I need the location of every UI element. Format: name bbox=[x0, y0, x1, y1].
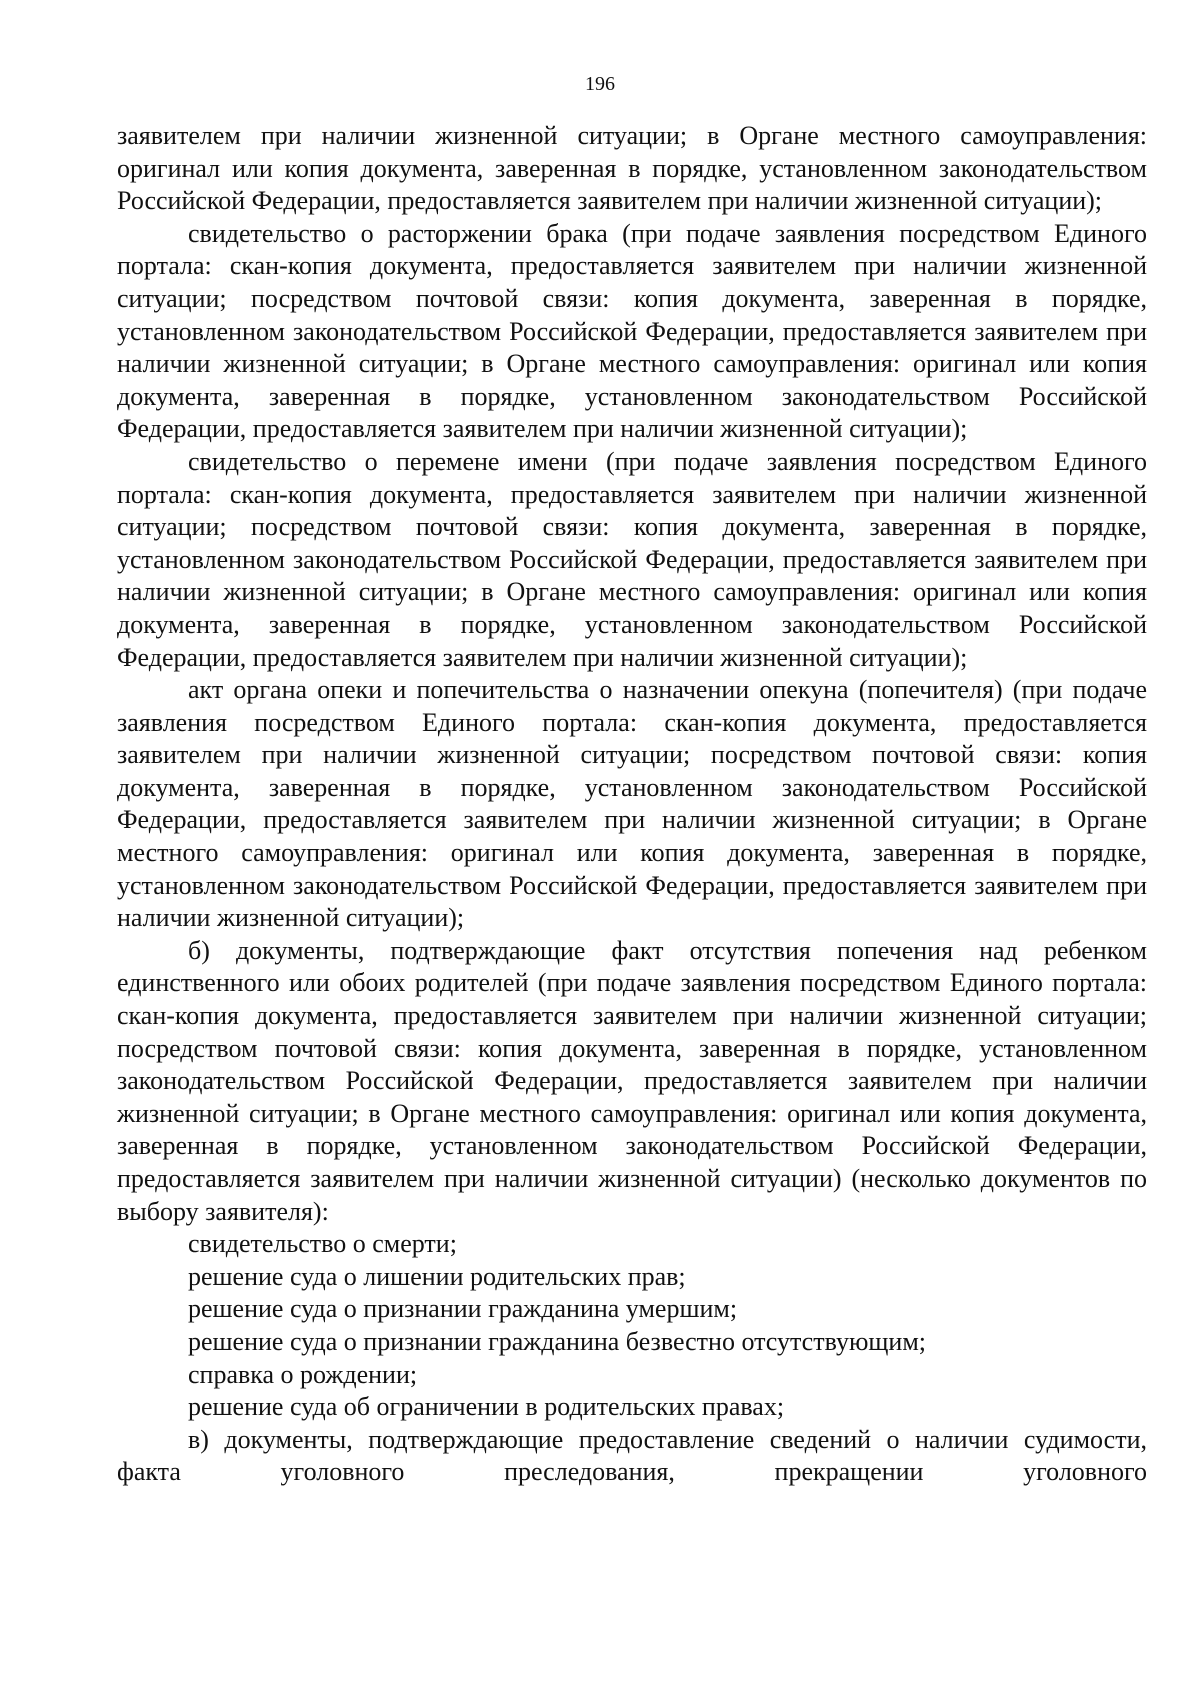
paragraph-guardianship-act: акт органа опеки и попечительства о назначении опекуна (попечителя) (при подаче заявления посредством Единого портала: скан-копия документа, предоставляется заявителем при наличии жизненной ситуации; посредством почтовой связи: копия документа, заверенная в порядке, установленном законодательством Российской Федерации, предоставляется заявителем при наличии жизненной ситуации; в Органе местного самоуправления: оригинал или копия документа, заверенная в порядке, установленном законодательством Российской Федерации, предоставляется заявителем при наличии жизненной ситуации); bbox=[117, 675, 1147, 933]
paragraph-item-b: б) документы, подтверждающие факт отсутствия попечения над ребенком единственного или обоих родителей (при подаче заявления посредством Единого портала: скан-копия документа, предоставляется заявителем при наличии жизненной ситуации; посредством почтовой связи: копия документа, заверенная в порядке, установленном законодательством Российской Федерации, предоставляется заявителем при наличии жизненной ситуации; в Органе местного самоуправления: оригинал или копия документа, заверенная в порядке, установленном законодательством Российской Федерации, предоставляется заявителем при наличии жизненной ситуации) (несколько документов по выбору заявителя): bbox=[117, 935, 1147, 1226]
document-body bbox=[117, 120, 1147, 1489]
list-item-declared-dead: решение суда о признании гражданина умершим; bbox=[188, 1294, 738, 1324]
paragraph-divorce-certificate: свидетельство о расторжении брака (при подаче заявления посредством Единого портала: скан-копия документа, предоставляется заявителем при наличии жизненной ситуации; посредством почтовой связи: копия документа, заверенная в порядке, установленном законодательством Российской Федерации, предоставляется заявителем при наличии жизненной ситуации; в Органе местного самоуправления: оригинал или копия документа, заверенная в порядке, установленном законодательством Российской Федерации, предоставляется заявителем при наличии жизненной ситуации); bbox=[117, 218, 1147, 444]
paragraph-continuation: заявителем при наличии жизненной ситуации; в Органе местного самоуправления: оригинал или копия документа, заверенная в порядке, установленном законодательством Российской Федерации, предоставляется заявителем при наличии жизненной ситуации); bbox=[117, 121, 1147, 216]
paragraph-item-v: в) документы, подтверждающие предоставление сведений о наличии судимости, факта уголовного преследования, прекращении уголовного bbox=[117, 1424, 1147, 1487]
list-item-death-certificate: свидетельство о смерти; bbox=[188, 1229, 457, 1259]
list-item-birth-certificate: справка о рождении; bbox=[188, 1359, 418, 1389]
paragraph-name-change-certificate: свидетельство о перемене имени (при подаче заявления посредством Единого портала: скан-копия документа, предоставляется заявителем при наличии жизненной ситуации; посредством почтовой связи: копия документа, заверенная в порядке, установленном законодательством Российской Федерации, предоставляется заявителем при наличии жизненной ситуации; в Органе местного самоуправления: оригинал или копия документа, заверенная в порядке, установленном законодательством Российской Федерации, предоставляется заявителем при наличии жизненной ситуации); bbox=[117, 446, 1147, 672]
list-item-restriction-of-rights: решение суда об ограничении в родительских правах; bbox=[188, 1392, 785, 1422]
page-number: 196 bbox=[585, 73, 615, 95]
list-item-declared-missing: решение суда о признании гражданина безвестно отсутствующим; bbox=[188, 1326, 926, 1356]
list-item-deprivation-of-rights: решение суда о лишении родительских прав; bbox=[188, 1261, 686, 1291]
